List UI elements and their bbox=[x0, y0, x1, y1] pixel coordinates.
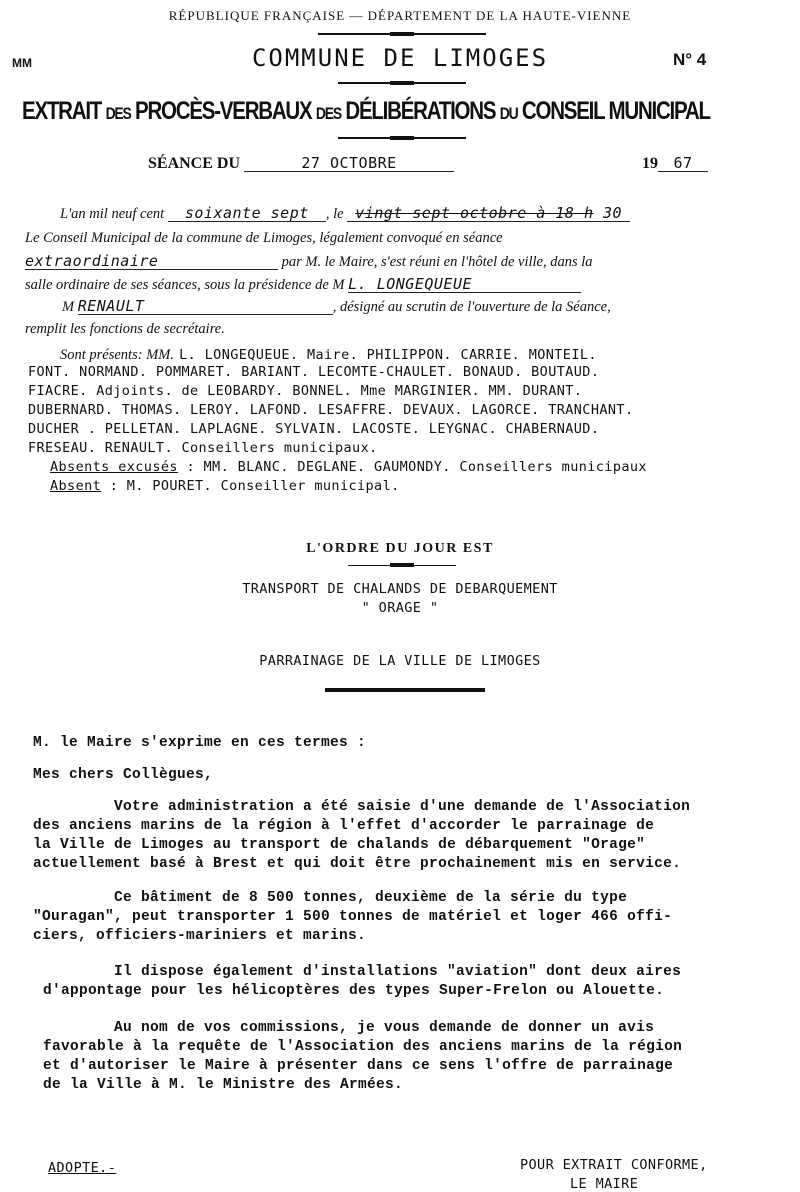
preamble-text: L'an mil neuf cent bbox=[60, 206, 165, 222]
preamble-line-4 bbox=[25, 276, 581, 294]
heading-word: CONSEIL MUNICIPAL bbox=[521, 97, 710, 125]
preamble-line-6: remplit les fonctions de secrétaire. bbox=[25, 321, 225, 337]
document-number: N° 4 bbox=[673, 50, 707, 69]
presents-label: Sont présents: MM. bbox=[60, 347, 174, 363]
seance-line bbox=[148, 155, 708, 173]
paragraph-1-line: la Ville de Limoges au transport de chalands de débarquement "Orage" bbox=[33, 837, 646, 853]
body-greeting: Mes chers Collègues, bbox=[33, 767, 214, 783]
presents-line-3: FIACRE. Adjoints. de LEOBARDY. BONNEL. Mme MARGINIER. MM. DURANT. bbox=[28, 383, 583, 399]
ordre-subject-1: TRANSPORT DE CHALANDS DE DEBARQUEMENT bbox=[242, 581, 558, 597]
secretary-name: RENAULT bbox=[78, 298, 333, 315]
absent-label: Absent bbox=[50, 478, 102, 494]
paragraph-4-line: favorable à la requête de l'Association des anciens marins de la région bbox=[43, 1039, 683, 1055]
absent-name: : M. POURET. Conseiller municipal. bbox=[109, 478, 400, 494]
preamble-text: par M. le Maire, s'est réuni en l'hôtel de ville, dans la bbox=[281, 254, 593, 270]
paragraph-4-line: Au nom de vos commissions, je vous demande de donner un avis bbox=[114, 1020, 655, 1036]
heading-word: DES bbox=[105, 104, 131, 123]
president-name: L. LONGEQUEUE bbox=[348, 276, 581, 293]
presents-line-1 bbox=[60, 344, 597, 364]
preamble-text: , le bbox=[325, 206, 344, 222]
preamble-text: , désigné au scrutin de l'ouverture de la Séance, bbox=[332, 299, 611, 315]
paragraph-3-line: Il dispose également d'installations "aviation" dont deux aires bbox=[114, 964, 682, 980]
maire-label: LE MAIRE bbox=[570, 1176, 639, 1192]
conforme-label: POUR EXTRAIT CONFORME, bbox=[520, 1157, 708, 1173]
paragraph-3-line: d'appontage pour les hélicoptères des types Super-Frelon ou Alouette. bbox=[43, 983, 665, 999]
separator-bar bbox=[325, 688, 485, 692]
preamble-struck-time: vingt sept octobre à 18 h bbox=[355, 204, 594, 222]
absents-line bbox=[50, 459, 647, 475]
ordre-subject-3: PARRAINAGE DE LA VILLE DE LIMOGES bbox=[259, 653, 541, 669]
absents-label: Absents excusés bbox=[50, 459, 178, 475]
separator-rule bbox=[338, 82, 466, 84]
presents-line-5: DUCHER . PELLETAN. LAPLAGNE. SYLVAIN. LACOSTE. LEYGNAC. CHABERNAUD. bbox=[28, 421, 600, 437]
heading-word: DÉLIBÉRATIONS bbox=[345, 97, 496, 125]
paragraph-1-line: des anciens marins de la région à l'effet d'accorder le parrainage de bbox=[33, 818, 655, 834]
presents-line-6: FRESEAU. RENAULT. Conseillers municipaux. bbox=[28, 440, 378, 456]
preamble-year: soixante sept bbox=[168, 205, 326, 222]
paragraph-2-line: ciers, officiers-mariniers et marins. bbox=[33, 928, 367, 944]
preamble-line-1 bbox=[60, 205, 630, 223]
absents-names: : MM. BLANC. DEGLANE. GAUMONDY. Conseillers municipaux bbox=[186, 459, 647, 475]
preamble-line-3 bbox=[25, 253, 593, 271]
presents-line-2: FONT. NORMAND. POMMARET. BARIANT. LECOMTE-CHAULET. BONAUD. BOUTAUD. bbox=[28, 364, 600, 380]
paragraph-2-line: "Ouragan", peut transporter 1 500 tonnes de matériel et loger 466 offi- bbox=[33, 909, 673, 925]
seance-century: 19 bbox=[642, 155, 659, 172]
adopte-label: ADOPTE.- bbox=[48, 1160, 117, 1176]
paragraph-4-line: et d'autoriser le Maire à présenter dans ce sens l'offre de parrainage bbox=[43, 1058, 674, 1074]
seance-year: 67 bbox=[658, 155, 708, 172]
heading-word: PROCÈS-VERBAUX bbox=[135, 97, 312, 125]
heading-word: EXTRAIT bbox=[22, 97, 102, 125]
preamble-text: salle ordinaire de ses séances, sous la présidence de M bbox=[25, 277, 345, 293]
presents-line-4: DUBERNARD. THOMAS. LEROY. LAFOND. LESAFFRE. DEVAUX. LAGORCE. TRANCHANT. bbox=[28, 402, 634, 418]
presents-names: L. LONGEQUEUE. Maire. PHILIPPON. CARRIE. MONTEIL. bbox=[179, 347, 597, 363]
ordre-du-jour-title: L'ORDRE DU JOUR EST bbox=[306, 541, 494, 556]
separator-rule bbox=[318, 33, 486, 35]
heading-word: DES bbox=[315, 104, 341, 123]
preamble-line-2: Le Conseil Municipal de la commune de Limoges, légalement convoqué en séance bbox=[25, 230, 503, 246]
preamble-text: M bbox=[62, 299, 75, 315]
extrait-heading bbox=[22, 97, 710, 126]
separator-rule bbox=[348, 565, 456, 566]
commune-title: COMMUNE DE LIMOGES bbox=[251, 44, 549, 72]
paragraph-4-line: de la Ville à M. le Ministre des Armées. bbox=[43, 1077, 404, 1093]
preamble-line-5 bbox=[62, 298, 611, 316]
body-intro: M. le Maire s'exprime en ces termes : bbox=[33, 735, 367, 751]
paragraph-2-line: Ce bâtiment de 8 500 tonnes, deuxième de la série du type bbox=[114, 890, 628, 906]
ordre-subject-2: " ORAGE " bbox=[361, 600, 439, 616]
seance-label: SÉANCE DU bbox=[148, 155, 241, 172]
initials-mark: MM bbox=[12, 56, 32, 70]
paragraph-1-line: Votre administration a été saisie d'une demande de l'Association bbox=[114, 799, 691, 815]
paragraph-1-line: actuellement basé à Brest et qui doit être prochainement mis en service. bbox=[33, 856, 682, 872]
republic-header: RÉPUBLIQUE FRANÇAISE — DÉPARTEMENT DE LA HAUTE-VIENNE bbox=[168, 8, 632, 23]
seance-type: extraordinaire bbox=[25, 253, 278, 270]
seance-date: 27 OCTOBRE bbox=[244, 155, 454, 172]
preamble-minutes: 30 bbox=[603, 204, 623, 222]
absent-line bbox=[50, 478, 400, 494]
separator-rule bbox=[338, 137, 466, 139]
heading-word: DU bbox=[499, 104, 518, 123]
